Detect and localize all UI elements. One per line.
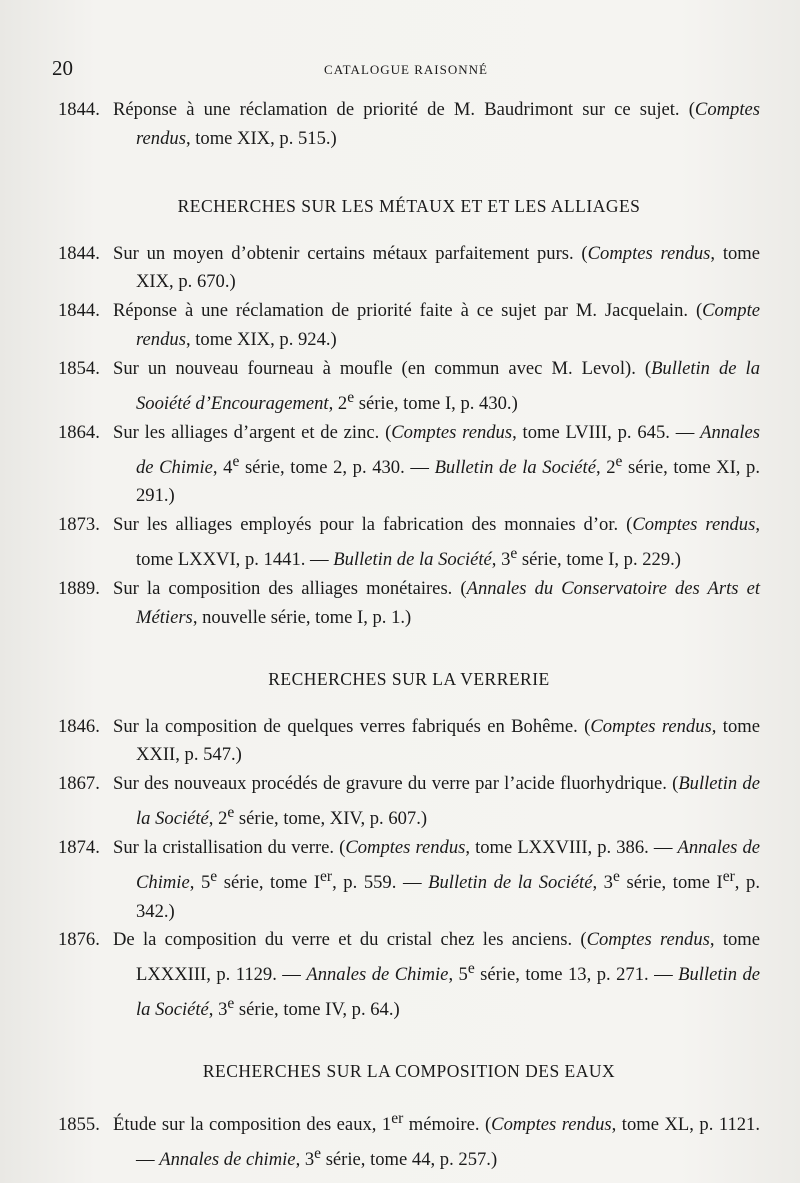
entry-year: 1854. [58,357,100,379]
section-title: RECHERCHES SUR LA COMPOSITION DES EAUX [202,1061,616,1082]
entry-year: 1864. [58,421,100,443]
catalogue-entry [58,770,760,834]
catalogue-content [58,96,760,1175]
catalogue-entry [58,297,760,355]
entry-year: 1855. [58,1114,100,1136]
section-title: RECHERCHES SUR LA VERRERIE [268,668,550,689]
catalogue-entry [58,240,760,298]
entry-text: Étude sur la composition des eaux, 1er mémoire. (Comptes rendus, tome XL, p. 1121. — Annales de chimie, 3e série, tome 44, p. 257.) [113,1110,760,1171]
entry-text: De la composition du verre et du cristal chez les anciens. (Comptes rendus, tome LXXXIII, p. 1129. — Annales de Chimie, 5e série, tome 13, p. 271. — Bulletin de la Société, 3e série, tome IV, p. 64.) [113,929,761,1021]
entry-year: 1889. [58,577,100,599]
catalogue-entry [58,713,760,771]
entry-year: 1873. [58,514,100,536]
running-title: CATALOGUE RAISONNÉ [324,62,488,77]
entry-text: Sur la cristallisation du verre. (Comptes rendus, tome LXXVIII, p. 386. — Annales de Chimie, 5e série, tome Ier, p. 559. — Bulletin de la Société, 3e série, tome Ier, p. 342.) [113,836,760,922]
catalogue-entry [58,1105,760,1175]
page-header [52,56,760,86]
catalogue-entry [58,834,760,927]
catalogue-entry [58,355,760,419]
page-number: 20 [52,56,73,80]
entry-text: Sur des nouveaux procédés de gravure du verre par l’acide fluorhydrique. (Bulletin de la Société, 2e série, tome, XIV, p. 607.) [113,773,760,830]
entry-text: Sur les alliages employés pour la fabrication des monnaies d’or. (Comptes rendus, tome LXXVI, p. 1441. — Bulletin de la Société, 3e série, tome I, p. 229.) [113,514,760,571]
entry-year: 1876. [58,929,100,951]
entry-text: Sur la composition de quelques verres fabriqués en Bohême. (Comptes rendus, tome XXII, p. 547.) [113,715,760,766]
entry-year: 1846. [58,715,100,737]
entry-text: Sur un moyen d’obtenir certains métaux parfaitement purs. (Comptes rendus, tome XIX, p. 670.) [113,242,760,293]
entry-text: Sur la composition des alliages monétaires. (Annales du Conservatoire des Arts et Métiers, nouvelle série, tome I, p. 1.) [113,577,760,628]
entry-year: 1867. [58,773,100,795]
catalogue-entry [58,511,760,575]
entry-year: 1874. [58,836,100,858]
entry-text: Réponse à une réclamation de priorité faite à ce sujet par M. Jacquelain. (Compte rendus, tome XIX, p. 924.) [113,300,760,350]
entry-year: 1844. [58,300,100,322]
catalogue-entry [58,96,760,154]
catalogue-entry [58,419,760,512]
entry-year: 1844. [58,99,100,120]
entry-text: Réponse à une réclamation de priorité de M. Baudrimont sur ce sujet. (Comptes rendus, tome XIX, p. 515.) [113,99,760,149]
entry-text: Sur les alliages d’argent et de zinc. (Comptes rendus, tome LVIII, p. 645. — Annales de Chimie, 4e série, tome 2, p. 430. — Bulletin de la Société, 2e série, tome XI, p. 291.) [113,421,761,507]
catalogue-entry [58,575,760,633]
entry-year: 1844. [58,242,100,264]
catalogue-entry [58,926,760,1025]
section-title: RECHERCHES SUR LES MÉTAUX ET ET LES ALLIAGES [177,195,641,216]
entry-text: Sur un nouveau fourneau à moufle (en commun avec M. Levol). (Bulletin de la Sooiété d’Encouragement, 2e série, tome I, p. 430.) [113,357,760,414]
